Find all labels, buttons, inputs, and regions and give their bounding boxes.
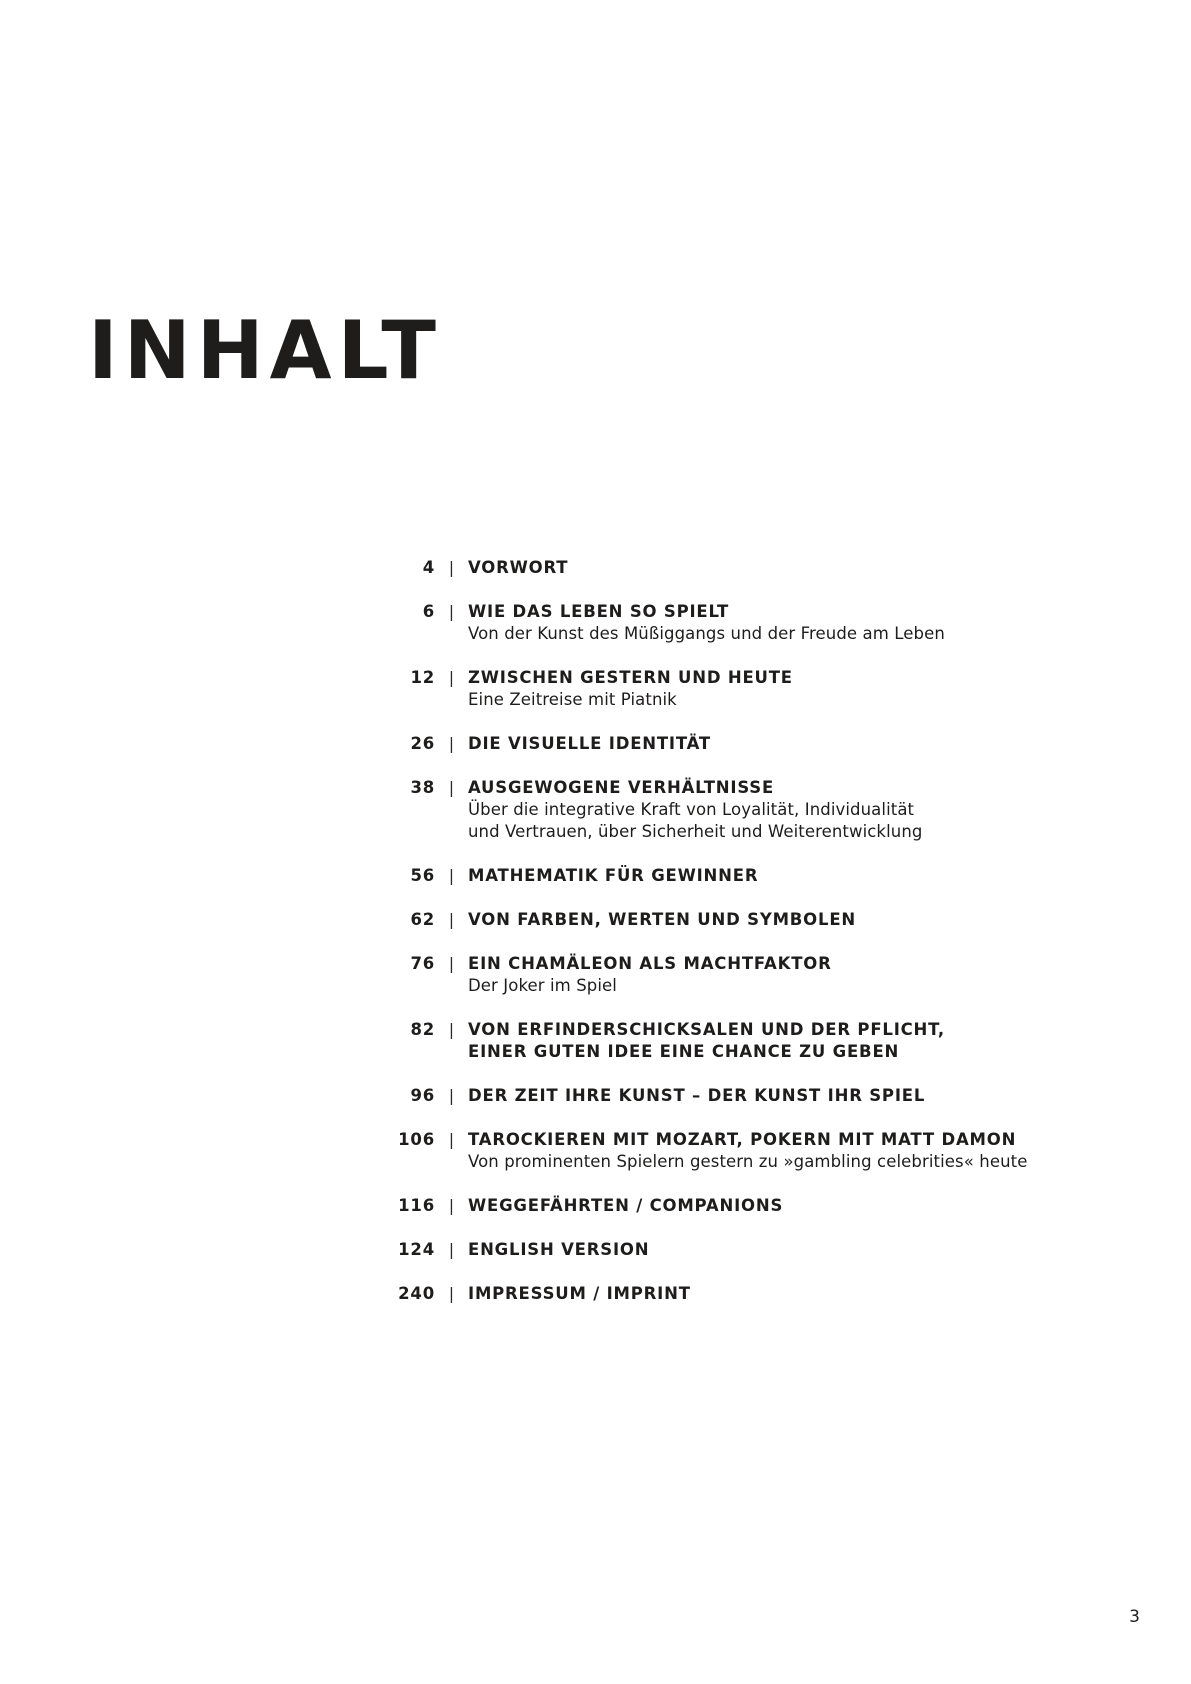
toc-title: VORWORT <box>468 558 569 577</box>
toc-page-number: 12 <box>410 668 435 687</box>
toc-title: DER ZEIT IHRE KUNST – DER KUNST IHR SPIEL <box>468 1086 926 1105</box>
toc-text <box>468 865 1100 887</box>
toc-subtitle: Von der Kunst des Müßiggangs und der Freude am Leben <box>468 624 945 643</box>
toc-subtitle: Eine Zeitreise mit Piatnik <box>468 690 677 709</box>
toc-text <box>468 953 1100 997</box>
toc-title: ZWISCHEN GESTERN UND HEUTE <box>468 668 793 687</box>
toc-page-number: 4 <box>422 558 435 577</box>
toc-separator: | <box>448 866 455 885</box>
toc-page-number: 106 <box>398 1130 435 1149</box>
toc-page-number: 56 <box>410 866 435 885</box>
toc-entry[interactable] <box>380 865 1100 887</box>
toc-separator: | <box>448 602 455 621</box>
toc-text <box>468 1239 1100 1261</box>
toc-page-number: 116 <box>398 1196 435 1215</box>
toc-page-number: 124 <box>398 1240 435 1259</box>
toc-title: VON ERFINDERSCHICKSALEN UND DER PFLICHT, EINER GUTEN IDEE EINE CHANCE ZU GEBEN <box>468 1020 945 1061</box>
toc-text <box>468 777 1100 843</box>
toc-entry[interactable] <box>380 1195 1100 1217</box>
toc-text <box>468 601 1100 645</box>
page-title: INHALT <box>88 304 442 397</box>
toc-text <box>468 1085 1100 1107</box>
toc-entry[interactable] <box>380 1085 1100 1107</box>
toc-text <box>468 667 1100 711</box>
toc-page-number: 82 <box>410 1020 435 1039</box>
toc-subtitle: Über die integrative Kraft von Loyalität, Individualität und Vertrauen, über Sicherheit und Weiterentwicklung <box>468 800 923 841</box>
page-number: 3 <box>1129 1607 1140 1627</box>
toc-separator: | <box>448 1020 455 1039</box>
toc-title: VON FARBEN, WERTEN UND SYMBOLEN <box>468 910 856 929</box>
toc-separator: | <box>448 1086 455 1105</box>
toc-text <box>468 1129 1100 1173</box>
toc-title: MATHEMATIK FÜR GEWINNER <box>468 866 759 885</box>
toc-separator: | <box>448 954 455 973</box>
toc-page-number: 96 <box>410 1086 435 1105</box>
toc-text <box>468 1283 1100 1305</box>
toc-page-number: 62 <box>410 910 435 929</box>
toc-title: WIE DAS LEBEN SO SPIELT <box>468 602 730 621</box>
toc-title: AUSGEWOGENE VERHÄLTNISSE <box>468 778 775 797</box>
toc-entry[interactable] <box>380 667 1100 711</box>
toc-entry[interactable] <box>380 1129 1100 1173</box>
toc-entry[interactable] <box>380 953 1100 997</box>
toc-separator: | <box>448 1130 455 1149</box>
toc-page-number: 76 <box>410 954 435 973</box>
toc-page-number: 26 <box>410 734 435 753</box>
toc-separator: | <box>448 1196 455 1215</box>
toc-text <box>468 1195 1100 1217</box>
toc-entry[interactable] <box>380 1283 1100 1305</box>
toc-separator: | <box>448 1284 455 1303</box>
toc-entry[interactable] <box>380 557 1100 579</box>
toc-title: DIE VISUELLE IDENTITÄT <box>468 734 711 753</box>
toc-title: EIN CHAMÄLEON ALS MACHTFAKTOR <box>468 954 832 973</box>
toc-separator: | <box>448 1240 455 1259</box>
toc-separator: | <box>448 910 455 929</box>
toc-title: IMPRESSUM / IMPRINT <box>468 1284 691 1303</box>
toc-separator: | <box>448 558 455 577</box>
toc-page-number: 240 <box>398 1284 435 1303</box>
toc-text <box>468 1019 1100 1063</box>
toc-entry[interactable] <box>380 777 1100 843</box>
table-of-contents <box>380 557 1100 1327</box>
toc-title: TAROCKIEREN MIT MOZART, POKERN MIT MATT DAMON <box>468 1130 1017 1149</box>
toc-text <box>468 733 1100 755</box>
toc-subtitle: Der Joker im Spiel <box>468 976 617 995</box>
toc-entry[interactable] <box>380 909 1100 931</box>
toc-subtitle: Von prominenten Spielern gestern zu »gambling celebrities« heute <box>468 1152 1028 1171</box>
toc-title: WEGGEFÄHRTEN / COMPANIONS <box>468 1196 784 1215</box>
toc-entry[interactable] <box>380 733 1100 755</box>
toc-separator: | <box>448 778 455 797</box>
toc-separator: | <box>448 668 455 687</box>
toc-page-number: 38 <box>410 778 435 797</box>
toc-separator: | <box>448 734 455 753</box>
toc-text <box>468 557 1100 579</box>
toc-text <box>468 909 1100 931</box>
toc-entry[interactable] <box>380 601 1100 645</box>
toc-entry[interactable] <box>380 1239 1100 1261</box>
toc-title: ENGLISH VERSION <box>468 1240 650 1259</box>
toc-page-number: 6 <box>422 602 435 621</box>
toc-entry[interactable] <box>380 1019 1100 1063</box>
